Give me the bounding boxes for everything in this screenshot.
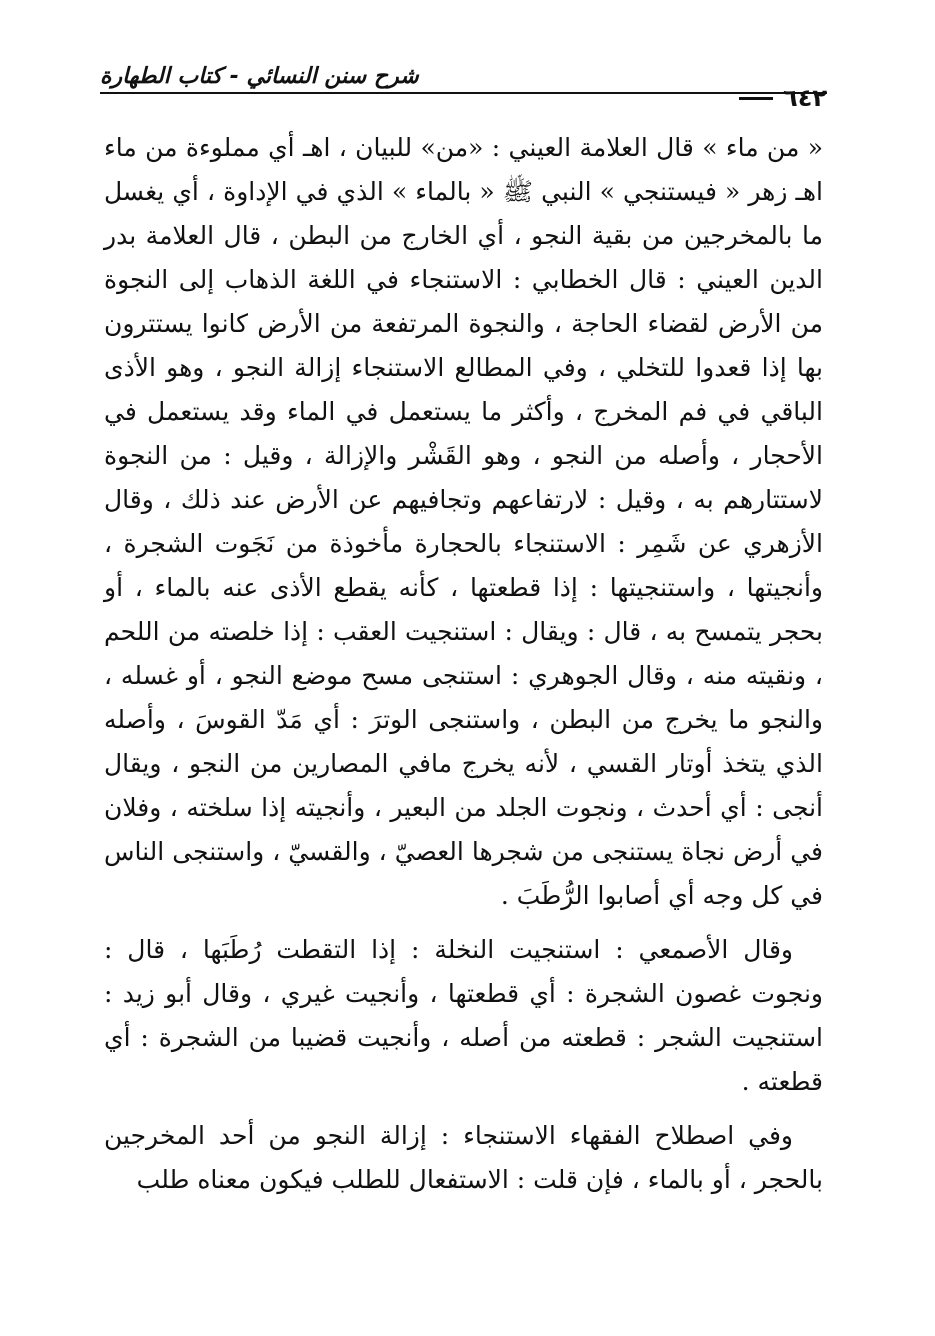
- body-text: [104, 126, 823, 1202]
- paragraph-asmai: وقال الأصمعي : استنجيت النخلة : إذا التقطت رُطَبَها ، قال : ونجوت غصون الشجرة : أي قطعتها ، وأنجيت غيري ، وقال أبو زيد : استنجيت الشجر : قطعته من أصله ، وأنجيت قضيبا من الشجرة : أي قطعته .: [104, 935, 823, 1096]
- page-number: ٦٤٢: [783, 84, 827, 112]
- page-number-dash: [739, 97, 773, 100]
- running-header: [100, 62, 827, 112]
- paragraph-commentary: « من ماء » قال العلامة العيني : «من» للبيان ، اهـ أي مملوءة من ماء اهـ زهر « فيستنجي » النبي ﷺ « بالماء » الذي في الإداوة ، أي يغسل ما بالمخرجين من بقية النجو ، أي الخارج من البطن ، قال العلامة بدر الدين العيني : قال الخطابي : الاستنجاء في اللغة الذهاب إلى النجوة من الأرض لقضاء الحاجة ، والنجوة المرتفعة من الأرض كانوا يستترون بها إذا قعدوا للتخلي ، وفي المطالع الاستنجاء إزالة النجو ، وهو الأذى الباقي في فم المخرج ، وأكثر ما يستعمل في الماء وقد يستعمل في الأحجار ، وأصله من النجو ، وهو القَشْر والإزالة ، وقيل : من النجوة لاستتارهم به ، وقيل : لارتفاعهم وتجافيهم عن الأرض عند ذلك ، وقال الأزهري عن شَمِر : الاستنجاء بالحجارة مأخوذة من نَجَوت الشجرة ، وأنجيتها ، واستنجيتها : إذا قطعتها ، كأنه يقطع الأذى عنه بالماء ، أو بحجر يتمسح به ، قال : ويقال : استنجيت العقب : إذا خلصته من اللحم ، ونقيته منه ، وقال الجوهري : استنجى مسح موضع النجو ، أو غسله ، والنجو ما يخرج من البطن ، واستنجى الوترَ : أي مَدّ القوسَ ، وأصله الذي يتخذ أوتار القسي ، لأنه يخرج مافي المصارين من النجو ، ويقال أنجى : أي أحدث ، ونجوت الجلد من البعير ، وأنجيته إذا سلخته ، وفلان في أرض نجاة يستنجى من شجرها العصيّ ، والقسيّ ، واستنجى الناس في كل وجه أي أصابوا الرُّطَبَ .: [104, 133, 823, 910]
- running-title: شرح سنن النسائي - كتاب الطهارة: [100, 64, 419, 89]
- paragraph-fuqaha: وفي اصطلاح الفقهاء الاستنجاء : إزالة النجو من أحد المخرجين بالحجر ، أو بالماء ، فإن قلت : الاستفعال للطلب فيكون معناه طلب: [104, 1121, 823, 1194]
- page-number-group: [739, 84, 827, 112]
- header-rule: [100, 92, 827, 94]
